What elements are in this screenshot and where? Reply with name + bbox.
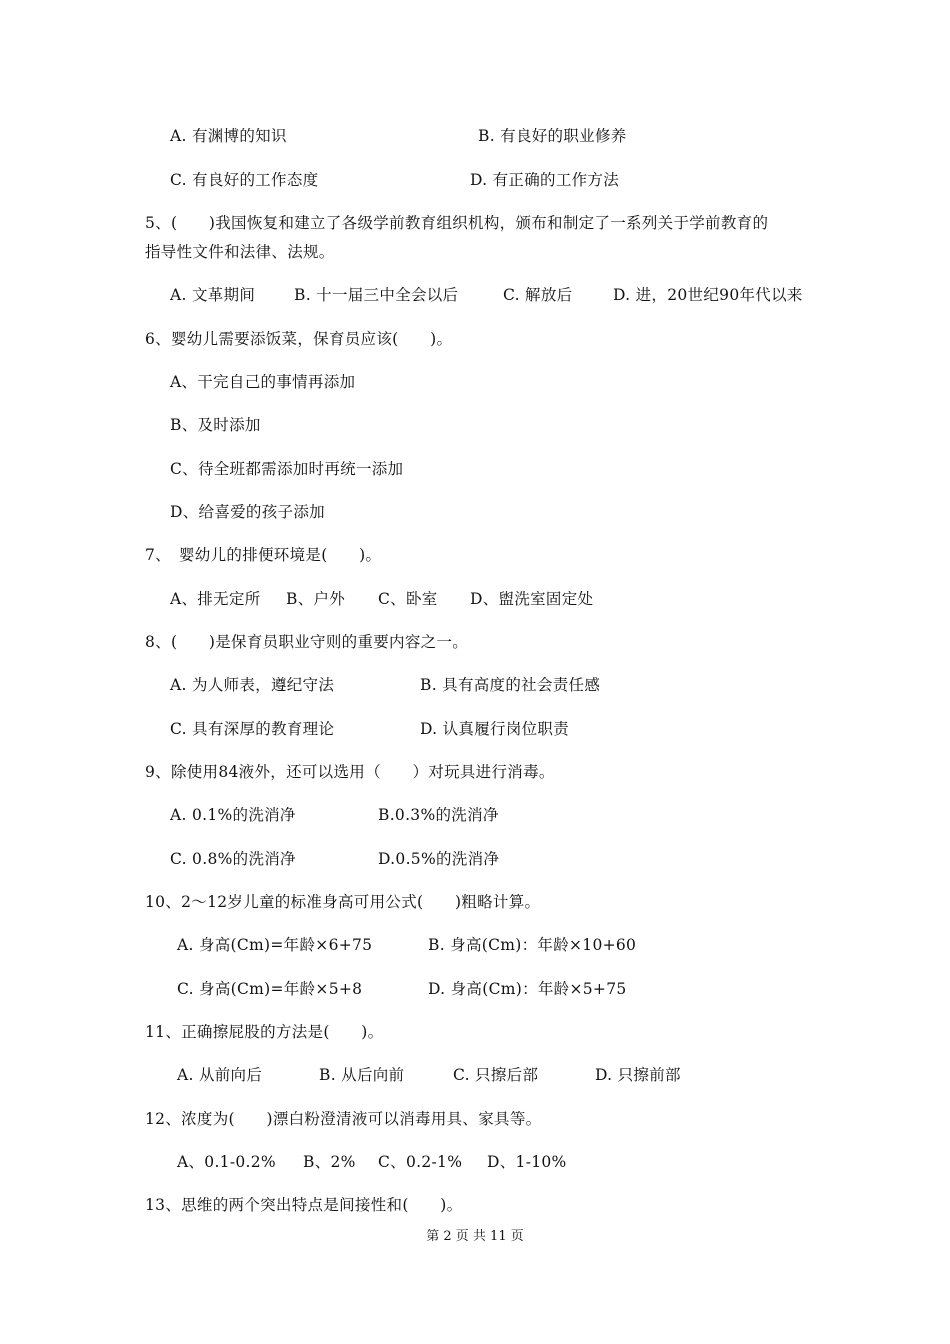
q10-stem: 10、2～12岁儿童的标准身高可用公式( )粗略计算。 [145, 893, 541, 911]
q7-option-a: A、排无定所 [170, 590, 261, 608]
q4-option-b: B. 有良好的职业修养 [478, 127, 627, 145]
q12-option-c: C、0.2-1% [378, 1153, 463, 1171]
q6-option-d: D、给喜爱的孩子添加 [170, 503, 325, 521]
q9-option-b: B.0.3%的洗消净 [378, 806, 499, 824]
q10-option-a: A. 身高(Cm)=年龄×6+75 [177, 936, 373, 954]
q4-option-c: C. 有良好的工作态度 [170, 171, 319, 189]
q9-option-a: A. 0.1%的洗消净 [170, 806, 296, 824]
q8-option-d: D. 认真履行岗位职责 [420, 720, 570, 738]
q5-option-a: A. 文革期间 [170, 286, 256, 304]
q4-option-d: D. 有正确的工作方法 [470, 171, 620, 189]
q11-option-c: C. 只擦后部 [453, 1066, 539, 1084]
page-footer: 第 2 页 共 11 页 [426, 1229, 524, 1244]
q12-option-d: D、1-10% [487, 1153, 567, 1171]
q6-stem: 6、婴幼儿需要添饭菜，保育员应该( )。 [145, 330, 453, 348]
q6-option-a: A、干完自己的事情再添加 [170, 373, 356, 391]
q9-option-c: C. 0.8%的洗消净 [170, 850, 296, 868]
q7-option-d: D、盥洗室固定处 [470, 590, 594, 608]
q7-option-b: B、户外 [286, 590, 346, 608]
q12-option-b: B、2% [303, 1153, 356, 1171]
q11-option-d: D. 只擦前部 [595, 1066, 681, 1084]
q12-stem: 12、浓度为( )漂白粉澄清液可以消毒用具、家具等。 [145, 1110, 542, 1128]
q5-option-c: C. 解放后 [503, 286, 573, 304]
q11-option-a: A. 从前向后 [177, 1066, 263, 1084]
q6-option-c: C、待全班都需添加时再统一添加 [170, 460, 404, 478]
q5-option-d: D. 进，20世纪90年代以来 [613, 286, 803, 304]
q8-option-a: A. 为人师表，遵纪守法 [170, 676, 335, 694]
q8-option-c: C. 具有深厚的教育理论 [170, 720, 335, 738]
q9-stem: 9、除使用84液外，还可以选用（ ）对玩具进行消毒。 [145, 763, 555, 781]
q7-option-c: C、卧室 [378, 590, 438, 608]
q11-stem: 11、正确擦屁股的方法是( )。 [145, 1023, 384, 1041]
q4-option-a: A. 有渊博的知识 [170, 127, 287, 145]
q12-option-a: A、0.1-0.2% [177, 1153, 276, 1171]
q13-stem: 13、思维的两个突出特点是间接性和( )。 [145, 1196, 463, 1214]
q8-stem: 8、( )是保育员职业守则的重要内容之一。 [145, 633, 469, 651]
q10-option-c: C. 身高(Cm)=年龄×5+8 [177, 980, 363, 998]
q5-stem-line2: 指导性文件和法律、法规。 [145, 243, 335, 261]
q8-option-b: B. 具有高度的社会责任感 [420, 676, 601, 694]
q5-stem-line1: 5、( )我国恢复和建立了各级学前教育组织机构，颁布和制定了一系列关于学前教育的 [145, 214, 769, 232]
q7-stem: 7、 婴幼儿的排便环境是( )。 [145, 546, 382, 564]
q11-option-b: B. 从后向前 [319, 1066, 405, 1084]
q10-option-b: B. 身高(Cm)：年龄×10+60 [428, 936, 637, 954]
q6-option-b: B、及时添加 [170, 416, 261, 434]
q10-option-d: D. 身高(Cm)：年龄×5+75 [428, 980, 627, 998]
q5-option-b: B. 十一届三中全会以后 [294, 286, 459, 304]
q9-option-d: D.0.5%的洗消净 [378, 850, 500, 868]
